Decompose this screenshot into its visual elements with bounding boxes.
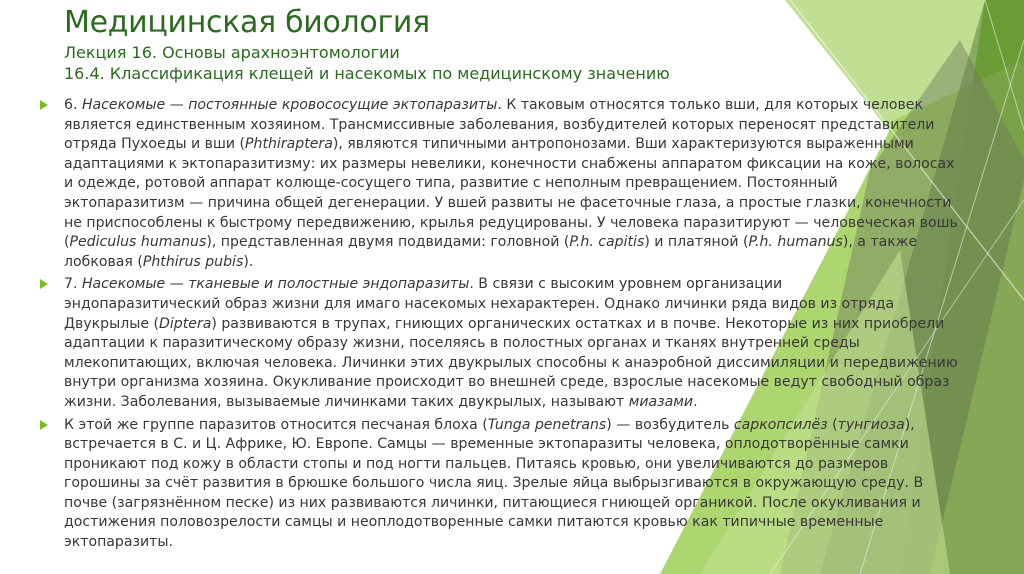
text-line (64, 233, 980, 253)
text-line (64, 174, 980, 194)
italic-text-run: Насекомые — тканевые и полостные эндопаразиты (81, 276, 470, 293)
text-line (64, 295, 980, 315)
text-line (64, 435, 980, 455)
text-run: адаптации к паразитическому образу жизни, поселяясь в полостных органах и тканях внутренней среды (64, 335, 860, 352)
text-run: адаптациями к эктопаразитизму: их размеры невелики, конечности снабжены аппаратом фиксации на коже, волосах (64, 155, 955, 172)
text-run: . (693, 393, 698, 410)
bullet-arrow-icon (40, 100, 48, 110)
text-run: ) и платяной ( (644, 234, 749, 251)
bullet-arrow-icon (40, 420, 48, 430)
slide-content (40, 96, 980, 556)
italic-text-run: тунгиоза (837, 416, 905, 433)
text-line (64, 393, 980, 413)
text-run: достижения половозрелости самцы и неоплодотворенные самки питаются кровью как типичные временные (64, 514, 884, 531)
text-run: ). (243, 253, 254, 270)
text-run: 7. (64, 276, 82, 293)
text-run: внутри организма хозяина. Окукливание происходит во внешней среде, взрослые насекомые ведут свободный образ (64, 374, 950, 391)
text-run: . К таковым относятся только вши, для которых человек (497, 97, 923, 113)
text-line (64, 275, 980, 295)
italic-text-run: P.h. capitis (569, 234, 645, 251)
text-run: и одежде, ротовой аппарат колюще-сосущего типа, развитие с неполным превращением. Постоянный (64, 175, 838, 192)
text-run: эндопаразитический образ жизни для имаго насекомых нехарактерен. Однако личинки ряда видов из отряда (64, 295, 895, 312)
lecture-subtitle: Лекция 16. Основы арахноэнтомологии (64, 43, 400, 62)
text-line (64, 194, 980, 214)
italic-text-run: саркопсилёз (733, 416, 828, 433)
text-line (64, 533, 980, 553)
text-run: почве (загрязнённом песке) из них развиваются личинки, питающиеся гниющей органикой. После окукливания и (64, 494, 921, 511)
text-line (64, 116, 980, 136)
text-run: встречается в С. и Ц. Африке, Ю. Европе. Самцы — временные эктопаразиты человека, оплодотворённые самки (64, 436, 909, 453)
bullet-arrow-icon (40, 279, 48, 289)
text-run: ) развиваются в трупах, гниющих органических остатках и в почве. Некоторые из них приобрели (211, 315, 945, 332)
text-line (64, 155, 980, 175)
italic-text-run: миазами (628, 393, 694, 410)
text-line (64, 373, 980, 393)
text-line (64, 494, 980, 514)
bullet-paragraph (40, 96, 980, 272)
text-line (64, 416, 980, 436)
text-run: горошины за счёт развития в брюшке большого числа яиц. Зрелые яйца выбрызгиваются в окружающую среду. В (64, 475, 924, 492)
text-run: является единственным хозяином. Трансмиссивные заболевания, возбудителей которых переносят представители (64, 116, 935, 133)
text-line (64, 253, 980, 273)
text-run: лобковая ( (64, 253, 143, 270)
text-run: млекопитающих, включая человека. Личинки этих двукрылых способны к анаэробной диссимиляции и передвижению (64, 354, 958, 371)
text-line (64, 354, 980, 374)
italic-text-run: Tunga penetrans (487, 416, 607, 433)
italic-text-run: Насекомые — постоянные кровососущие эктопаразиты (81, 97, 498, 113)
text-run: ), являются типичными антропонозами. Вши характеризуются выраженными (332, 136, 914, 153)
italic-text-run: Diptera (159, 315, 212, 332)
text-line (64, 513, 980, 533)
text-line (64, 474, 980, 494)
italic-text-run: P.h. humanus (748, 234, 843, 251)
text-run: ( (827, 416, 838, 433)
italic-text-run: Phthiraptera (245, 136, 333, 153)
bullet-paragraph (40, 416, 980, 553)
page-title: Медицинская биология (64, 5, 430, 40)
text-run: ), (904, 416, 915, 433)
text-line (64, 315, 980, 335)
text-run: не приспособлены к быстрому передвижению, крылья редуцированы. У человека паразитируют — человеческая вошь (64, 214, 958, 231)
text-line (64, 214, 980, 234)
text-run: . В связи с высоким уровнем организации (469, 276, 783, 293)
text-line (64, 96, 980, 116)
text-run: ) — возбудитель (606, 416, 734, 433)
italic-text-run: Pediculus humanus (69, 234, 207, 251)
title-block (64, 4, 804, 84)
text-run: отряда Пухоеды и вши ( (64, 136, 246, 153)
italic-text-run: Phthirus pubis (142, 253, 244, 270)
text-line (64, 135, 980, 155)
text-run: ), представленная двумя подвидами: головной ( (206, 234, 570, 251)
text-run: эктопаразитизм — причина общей дегенерации. У вшей развиты не фасеточные глаза, а простые глазки, конечности (64, 194, 952, 211)
section-subtitle: 16.4. Классификация клещей и насекомых по медицинскому значению (64, 64, 670, 83)
text-run: Двукрылые ( (64, 315, 160, 332)
text-run: 6. (64, 97, 82, 113)
bullet-paragraph (40, 275, 980, 412)
text-run: ), а также (842, 234, 918, 251)
text-run: ( (64, 234, 70, 251)
text-run: жизни. Заболевания, вызываемые личинками таких двукрылых, называют (64, 393, 629, 410)
text-run: К этой же группе паразитов относится песчаная блоха ( (64, 416, 488, 433)
text-line (64, 334, 980, 354)
text-line (64, 455, 980, 475)
text-run: проникают под кожу в области стопы и под ногти пальцев. Питаясь кровью, они увеличиваются до размеров (64, 455, 889, 472)
text-run: эктопаразиты. (64, 534, 173, 551)
